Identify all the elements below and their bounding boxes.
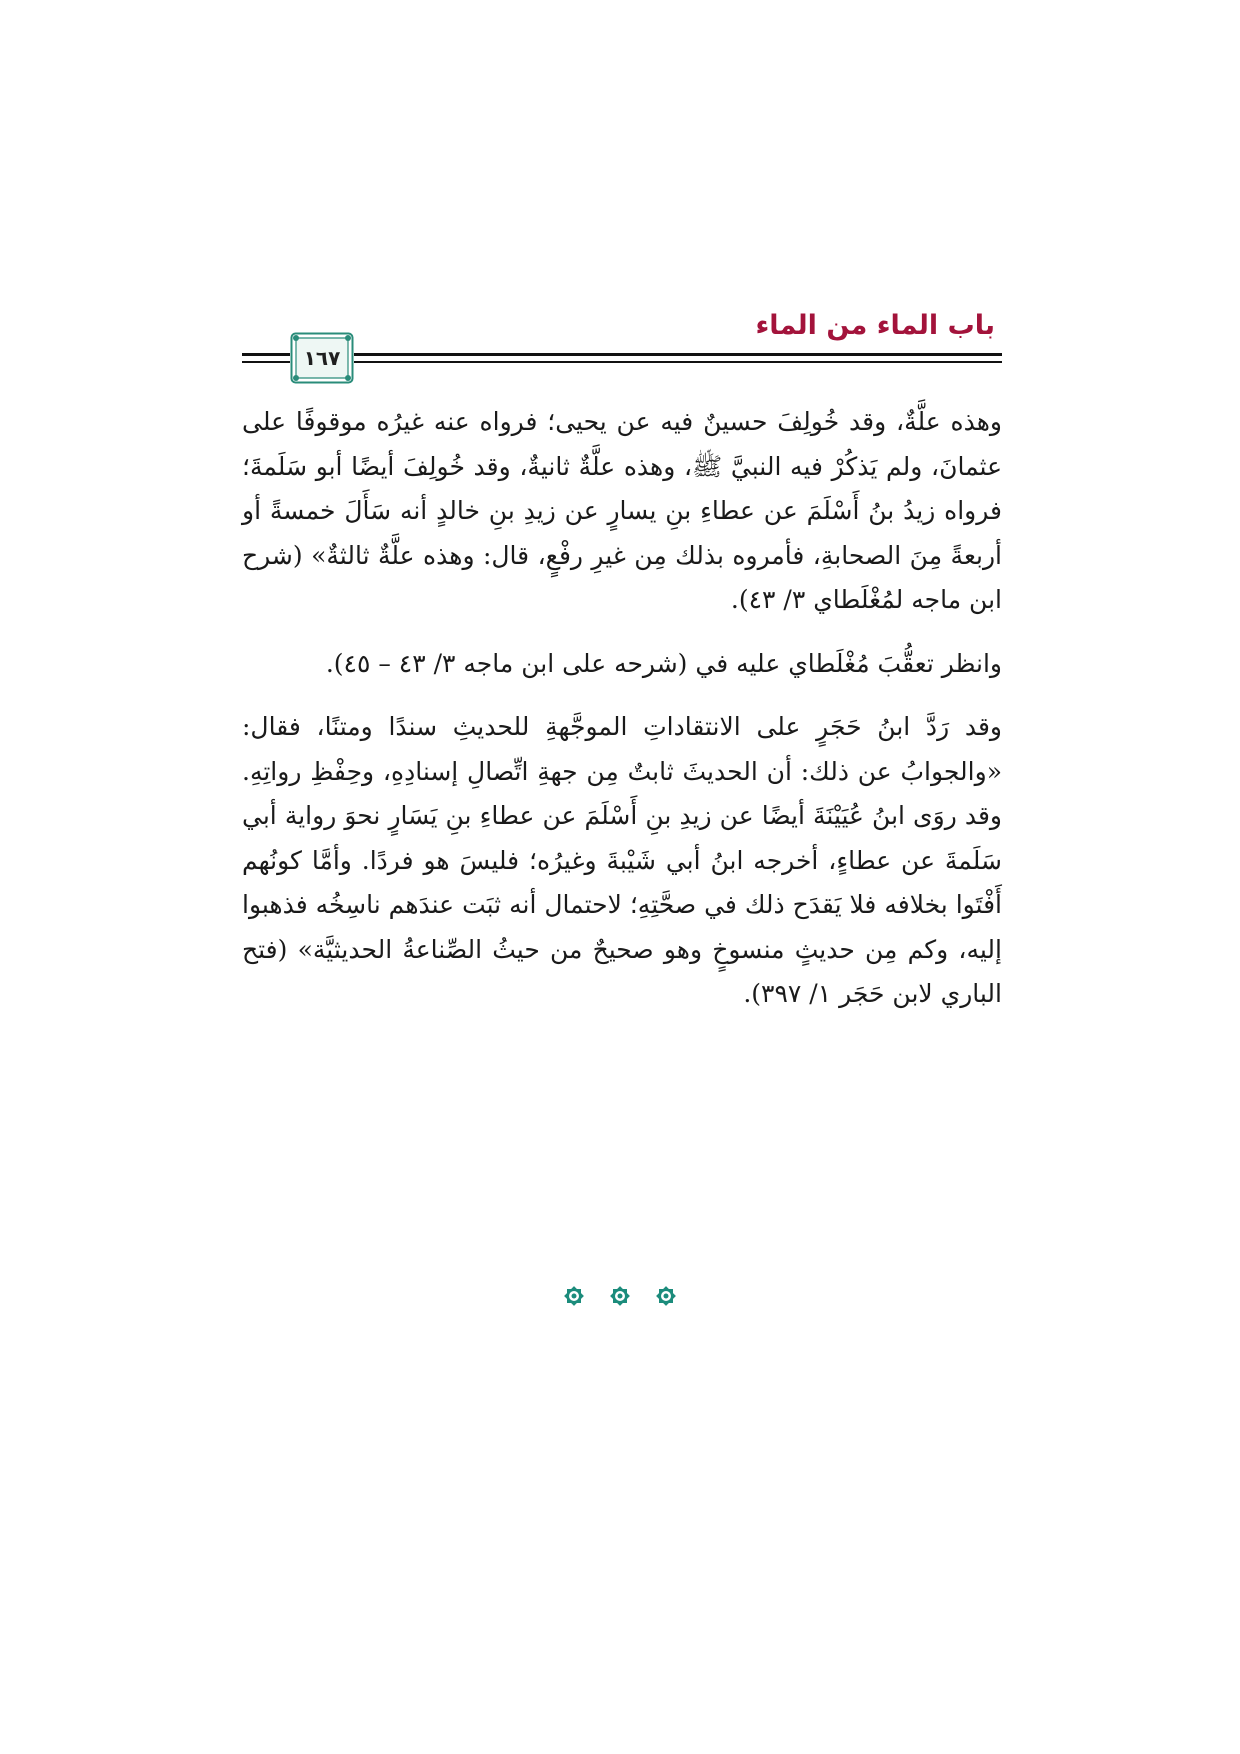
ornament-icon [650, 1280, 682, 1312]
page-number: ١٦٧ [303, 346, 341, 370]
header-rule-bottom [242, 361, 1002, 363]
ornament-icon [558, 1280, 590, 1312]
chapter-title: باب الماء من الماء [755, 310, 995, 341]
paragraph: وهذه علَّةٌ، وقد خُولِفَ حسينٌ فيه عن يحيى؛ فرواه عنه غيرُه موقوفًا على عثمانَ، ولم يَذكُرْ فيه النبيَّ ﷺ، وهذه علَّةٌ ثانيةٌ، وقد خُولِفَ أيضًا أبو سَلَمةَ؛ فرواه زيدُ بنُ أَسْلَمَ عن عطاءِ بنِ يسارٍ عن زيدِ بنِ خالدٍ أنه سَأَلَ خمسةً أو أربعةً مِنَ الصحابةِ، فأمروه بذلك مِن غيرِ رفْعٍ، قال: وهذه علَّةٌ ثالثةٌ» (شرح ابن ماجه لمُغْلَطاي ٣/ ٤٣). [242, 407, 1002, 614]
section-end-ornaments [0, 1280, 1240, 1312]
paragraph: وانظر تعقُّبَ مُغْلَطاي عليه في (شرحه على ابن ماجه ٣/ ٤٣ – ٤٥). [325, 648, 1002, 678]
ornament-icon [604, 1280, 636, 1312]
body-text [242, 400, 1002, 1036]
header-rule-top [242, 353, 1002, 356]
paragraph: وقد رَدَّ ابنُ حَجَرٍ على الانتقاداتِ الموجَّهةِ للحديثِ سندًا ومتنًا، فقال: «والجوابُ عن ذلك: أن الحديثَ ثابتٌ مِن جهةِ اتِّصالِ إسنادِهِ، وحِفْظِ رواتِهِ. وقد روَى ابنُ عُيَيْنَةَ أيضًا عن زيدِ بنِ أَسْلَمَ عن عطاءِ بنِ يَسَارٍ نحوَ رواية أبي سَلَمةَ عن عطاءٍ، أخرجه ابنُ أبي شَيْبةَ وغيرُه؛ فليسَ هو فردًا. وأمَّا كونُهم أَفْتَوا بخلافه فلا يَقدَح ذلك في صحَّتِهِ؛ لاحتمال أنه ثبَت عندَهم ناسِخُه فذهبوا إليه، وكم مِن حديثٍ منسوخٍ وهو صحيحٌ من حيثُ الصِّناعةُ الحديثيَّة» (فتح الباري لابن حَجَر ١/ ٣٩٧). [242, 712, 1002, 1008]
page-number-badge [290, 332, 354, 384]
